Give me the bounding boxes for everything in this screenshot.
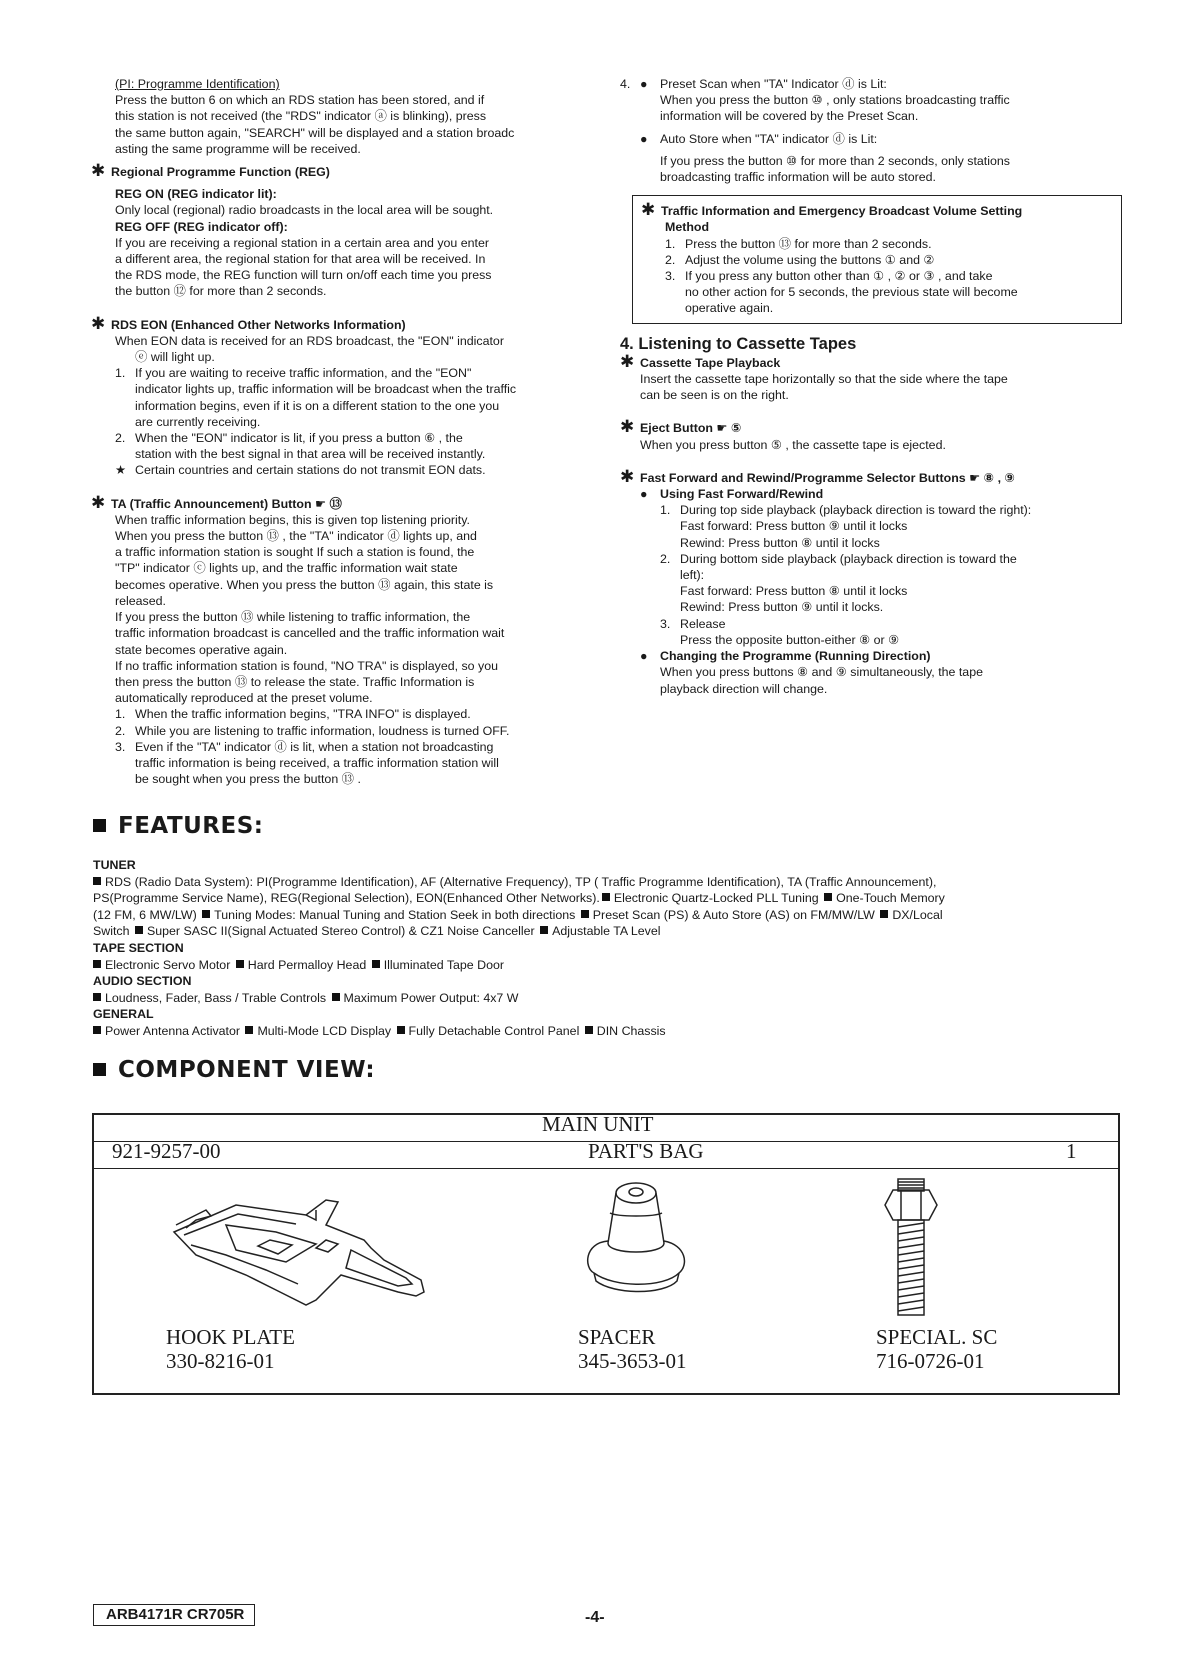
ta-line: released.	[115, 593, 166, 608]
general-item: DIN Chassis	[596, 1023, 666, 1038]
box-item-line: no other action for 5 seconds, the previous state will become	[685, 285, 1018, 300]
ta-line: When traffic information begins, this is given top listening priority.	[115, 512, 470, 527]
cassette-title: 4. Listening to Cassette Tapes	[620, 334, 857, 353]
eon-line: When EON data is received for an RDS broadcast, the "EON" indicator	[115, 333, 504, 348]
preset-title-row	[640, 76, 1122, 92]
preset-title: Preset Scan when "TA" Indicator ⓓ is Lit:	[660, 77, 887, 91]
bag-number: 921-9257-00	[112, 1139, 221, 1163]
general-label: GENERAL	[93, 1007, 154, 1022]
reg-on-label: REG ON (REG indicator lit):	[115, 187, 277, 202]
pi-line: asting the same programme will be received.	[115, 141, 361, 156]
ta-item	[115, 723, 593, 739]
ta-title-row	[91, 492, 593, 512]
ta-line: a traffic information station is sought If such a station is found, the	[115, 545, 475, 560]
square-bullet-icon	[93, 1063, 106, 1076]
square-bullet-icon	[880, 910, 888, 918]
box-item-line: operative again.	[685, 301, 774, 316]
component-table	[92, 1113, 1120, 1395]
reg-title-row	[91, 161, 593, 181]
ta-line: If you press the button ⑬ while listening to traffic information, the	[115, 610, 471, 625]
tuner-item: Preset Scan (PS) & Auto Store (AS) on FM/MW/LW	[592, 907, 875, 922]
features-heading-text: FEATURES:	[118, 813, 264, 839]
ta-line: "TP" indicator ⓒ lights up, and the traffic information wait state	[115, 561, 458, 576]
preset-line: information will be covered by the Preset Scan.	[660, 109, 919, 124]
using-title: Using Fast Forward/Rewind	[660, 487, 824, 502]
reg-off-line: the button ⑫ for more than 2 seconds.	[115, 284, 327, 299]
spacer-illustration	[574, 1173, 704, 1323]
box-item-line: If you press any button other than ① , ② or ③ , and take	[685, 269, 993, 284]
reg-off-line: the RDS mode, the REG function will turn on/off each time you press	[115, 268, 492, 283]
preset-line: When you press the button ⑩ , only stations broadcasting traffic	[660, 93, 1010, 108]
component-heading	[93, 1057, 376, 1083]
pi-line: the same button again, "SEARCH" will be displayed and a station broadc	[115, 125, 515, 140]
ff-title: Fast Forward and Rewind/Programme Selector Buttons ☛ ⑧ , ⑨	[640, 470, 1015, 485]
eon-item-line: are currently receiving.	[135, 414, 261, 429]
ta-item-line: Even if the "TA" indicator ⓓ is lit, when a station not broadcasting	[135, 739, 494, 754]
part-number: 330-8216-01	[166, 1349, 275, 1373]
reg-title: Regional Programme Function (REG)	[111, 165, 330, 180]
main-unit-label: MAIN UNIT	[542, 1112, 654, 1136]
pi-title: (PI: Programme Identification)	[115, 77, 280, 91]
playback-title: Cassette Tape Playback	[640, 355, 781, 370]
square-bullet-icon	[93, 819, 106, 832]
square-bullet-icon	[93, 877, 101, 885]
tape-item: Hard Permalloy Head	[247, 957, 367, 972]
item-4	[620, 76, 1122, 185]
eon-item-line: information begins, even if it is on a different station to the one you	[135, 398, 500, 413]
square-bullet-icon	[332, 993, 340, 1001]
tape-item: Electronic Servo Motor	[105, 957, 231, 972]
ff-item-line: Press the opposite button-either ⑧ or ⑨	[680, 632, 900, 647]
part-name: SPECIAL. SC	[876, 1325, 998, 1349]
square-bullet-icon	[585, 1026, 593, 1034]
eject-title-row	[620, 419, 1122, 436]
tape-text	[93, 957, 1123, 974]
box-item	[665, 236, 1111, 252]
ta-line: When you press the button ⑬ , the "TA" indicator ⓓ lights up, and	[115, 529, 477, 544]
bullet-icon: ●	[640, 131, 648, 146]
bag-quantity: 1	[1066, 1139, 1077, 1163]
tape-label: TAPE SECTION	[93, 940, 184, 955]
square-bullet-icon	[581, 910, 589, 918]
reg-on-text: Only local (regional) radio broadcasts in the local area will be sought.	[115, 203, 494, 218]
square-bullet-icon	[540, 926, 548, 934]
box-title: Traffic Information and Emergency Broadcast Volume Setting	[661, 204, 1023, 219]
tuner-item: One-Touch Memory	[836, 891, 945, 906]
box-item	[665, 268, 1111, 317]
tuner-item: Switch	[93, 924, 130, 939]
eon-item	[115, 365, 593, 430]
audio-item: Maximum Power Output: 4x7 W	[343, 990, 519, 1005]
bullet-icon: ●	[640, 649, 648, 664]
ta-title: TA (Traffic Announcement) Button ☛ ⑬	[111, 496, 342, 511]
asterisk-icon: ✱	[91, 492, 106, 512]
eject-text: When you press button ⑤ , the cassette tape is ejected.	[640, 437, 946, 452]
bullet-icon: ●	[640, 487, 648, 502]
eon-note	[115, 462, 593, 478]
ff-item-line: Fast forward: Press button ⑧ until it locks	[680, 584, 908, 599]
part-name: HOOK PLATE	[166, 1325, 295, 1349]
part-number: 716-0726-01	[876, 1349, 985, 1373]
part-special-screw	[876, 1325, 997, 1373]
pi-line: this station is not received (the "RDS" indicator ⓐ is blinking), press	[115, 109, 487, 124]
main-unit-row	[94, 1112, 1118, 1142]
ta-item-number: 2.	[115, 723, 126, 738]
volume-setting-box	[632, 195, 1122, 323]
audio-item: Loudness, Fader, Bass / Trable Controls	[105, 990, 327, 1005]
box-item-number: 3.	[665, 269, 676, 284]
tuner-item: (12 FM, 6 MW/LW)	[93, 907, 197, 922]
tuner-item: Super SASC II(Signal Actuated Stereo Control) & CZ1 Noise Canceller	[146, 924, 535, 939]
eject-title: Eject Button ☛ ⑤	[640, 421, 742, 436]
changing-line: playback direction will change.	[660, 681, 828, 696]
auto-title: Auto Store when "TA" indicator ⓓ is Lit:	[660, 131, 878, 146]
changing-title-row	[620, 648, 1122, 664]
item-4-number: 4.	[620, 77, 631, 91]
auto-title-row	[640, 131, 1122, 147]
tuner-item: RDS (Radio Data System): PI(Programme Identification), AF (Alternative Frequency), TP ( Traffic Programme Identification), TA (Traffic Announcement),	[105, 874, 937, 889]
eon-item-line: If you are waiting to receive traffic information, and the "EON"	[135, 366, 472, 381]
ff-item-line: Fast forward: Press button ⑨ until it locks	[680, 519, 908, 534]
eon-item	[115, 430, 593, 462]
tuner-item: PS(Programme Service Name), REG(Regional Selection), EON(Enhanced Other Networks).	[93, 891, 600, 906]
ta-item-line: When the traffic information begins, "TRA INFO" is displayed.	[135, 707, 471, 722]
eon-item-number: 1.	[115, 366, 126, 381]
ta-line: becomes operative. When you press the button ⑬ again, this state is	[115, 577, 494, 592]
ff-item	[660, 502, 1122, 551]
ff-item-line: Rewind: Press button ⑨ until it locks.	[680, 600, 884, 615]
square-bullet-icon	[93, 1026, 101, 1034]
box-title-2: Method	[665, 220, 710, 235]
box-item-line: Press the button ⑬ for more than 2 seconds.	[685, 236, 932, 251]
ff-item	[660, 551, 1122, 616]
changing-line: When you press buttons ⑧ and ⑨ simultaneously, the tape	[660, 665, 983, 680]
asterisk-icon: ✱	[620, 351, 635, 371]
asterisk-icon: ✱	[91, 161, 106, 181]
ta-item-number: 1.	[115, 707, 126, 722]
auto-line: If you press the button ⑩ for more than 2 seconds, only stations	[660, 153, 1010, 168]
audio-text	[93, 990, 1123, 1007]
reg-off-line: a different area, the regional station for that area will be received. In	[115, 252, 486, 267]
square-bullet-icon	[202, 910, 210, 918]
box-item-number: 1.	[665, 236, 676, 251]
square-bullet-icon	[135, 926, 143, 934]
changing-title: Changing the Programme (Running Direction)	[660, 649, 931, 664]
box-title-row	[641, 200, 1111, 220]
general-item: Multi-Mode LCD Display	[257, 1023, 392, 1038]
eon-item-line: When the "EON" indicator is lit, if you press a button ⑥ , the	[135, 431, 463, 446]
eon-line: ⓔ will light up.	[135, 350, 215, 365]
part-number: 345-3653-01	[578, 1349, 687, 1373]
playback-line: Insert the cassette tape horizontally so that the side where the tape	[640, 372, 1008, 387]
bag-label: PART'S BAG	[588, 1139, 704, 1163]
tuner-text	[93, 874, 1123, 940]
box-item	[665, 252, 1111, 268]
pi-line: Press the button 6 on which an RDS station has been stored, and if	[115, 93, 485, 108]
square-bullet-icon	[236, 960, 244, 968]
ff-item-line: left):	[680, 568, 705, 583]
document-code: ARB4171R CR705R	[93, 1604, 255, 1626]
ta-item	[115, 706, 593, 722]
ta-item-line: traffic information is being received, a traffic information station will	[135, 755, 499, 770]
asterisk-icon: ✱	[641, 200, 656, 220]
square-bullet-icon	[824, 893, 832, 901]
hook-plate-illustration	[166, 1180, 436, 1315]
ta-item-line: While you are listening to traffic information, loudness is turned OFF.	[135, 723, 510, 738]
ff-item-number: 1.	[660, 503, 671, 518]
eon-item-line: indicator lights up, traffic information will be broadcast when the traffic	[135, 382, 517, 397]
ff-item-number: 3.	[660, 616, 671, 631]
eon-item-number: 2.	[115, 431, 126, 446]
ff-item-line: Rewind: Press button ⑧ until it locks	[680, 535, 880, 550]
reg-off-label: REG OFF (REG indicator off):	[115, 219, 288, 234]
part-name: SPACER	[578, 1325, 656, 1349]
eon-note-text: Certain countries and certain stations do not transmit EON dats.	[135, 463, 486, 478]
using-title-row	[620, 486, 1122, 502]
ta-line: automatically reproduced at the preset volume.	[115, 691, 373, 706]
box-item-line: Adjust the volume using the buttons ① and ②	[685, 252, 935, 267]
ta-item	[115, 739, 593, 788]
part-hook-plate	[166, 1325, 295, 1373]
eon-title-row	[91, 313, 593, 333]
right-column	[620, 76, 1122, 697]
asterisk-icon: ✱	[620, 417, 635, 437]
square-bullet-icon	[372, 960, 380, 968]
star-icon: ★	[115, 463, 127, 478]
ta-item-line: be sought when you press the button ⑬ .	[135, 772, 361, 787]
ta-line: traffic information broadcast is cancelled and the traffic information wait	[115, 626, 505, 641]
features-section	[93, 857, 1123, 1040]
bullet-icon: ●	[640, 77, 648, 91]
general-item: Fully Detachable Control Panel	[408, 1023, 580, 1038]
square-bullet-icon	[602, 893, 610, 901]
playback-title-row	[620, 351, 1122, 371]
tape-item: Illuminated Tape Door	[383, 957, 504, 972]
reg-off-line: If you are receiving a regional station in a certain area and you enter	[115, 235, 490, 250]
tuner-item: Tuning Modes: Manual Tuning and Station Seek in both directions	[214, 907, 576, 922]
parts-bag-row	[94, 1139, 1118, 1169]
component-heading-text: COMPONENT VIEW:	[118, 1057, 376, 1083]
square-bullet-icon	[245, 1026, 253, 1034]
ta-line: If no traffic information station is found, "NO TRA" is displayed, so you	[115, 658, 498, 673]
ta-line: state becomes operative again.	[115, 642, 288, 657]
tuner-item: Adjustable TA Level	[552, 924, 661, 939]
asterisk-icon: ✱	[620, 466, 635, 486]
eon-title: RDS EON (Enhanced Other Networks Information)	[111, 317, 406, 332]
asterisk-icon: ✱	[91, 313, 106, 333]
ff-item-line: During bottom side playback (playback direction is toward the	[680, 551, 1017, 566]
features-heading	[93, 813, 264, 839]
eon-item-line: station with the best signal in that area will be received instantly.	[135, 447, 486, 462]
left-column	[91, 76, 593, 787]
general-text	[93, 1023, 1123, 1040]
ta-line: then press the button ⑬ to release the state. Traffic Information is	[115, 674, 475, 689]
part-spacer	[578, 1325, 687, 1373]
audio-label: AUDIO SECTION	[93, 974, 192, 989]
ta-item-number: 3.	[115, 739, 126, 754]
ff-item-line: During top side playback (playback direction is toward the right):	[680, 503, 1032, 518]
tuner-item: DX/Local	[892, 907, 943, 922]
auto-line: broadcasting traffic information will be auto stored.	[660, 170, 936, 185]
square-bullet-icon	[93, 993, 101, 1001]
ff-item-number: 2.	[660, 551, 671, 566]
ff-item	[660, 616, 1122, 648]
square-bullet-icon	[93, 960, 101, 968]
ff-item-line: Release	[680, 616, 726, 631]
box-item-number: 2.	[665, 252, 676, 267]
page-number: -4-	[585, 1609, 605, 1626]
playback-line: can be seen is on the right.	[640, 388, 789, 403]
special-screw-illustration	[851, 1175, 971, 1335]
tuner-item: Electronic Quartz-Locked PLL Tuning	[613, 891, 819, 906]
general-item: Power Antenna Activator	[105, 1023, 241, 1038]
tuner-label: TUNER	[93, 858, 136, 872]
ff-title-row	[620, 466, 1122, 486]
square-bullet-icon	[397, 1026, 405, 1034]
